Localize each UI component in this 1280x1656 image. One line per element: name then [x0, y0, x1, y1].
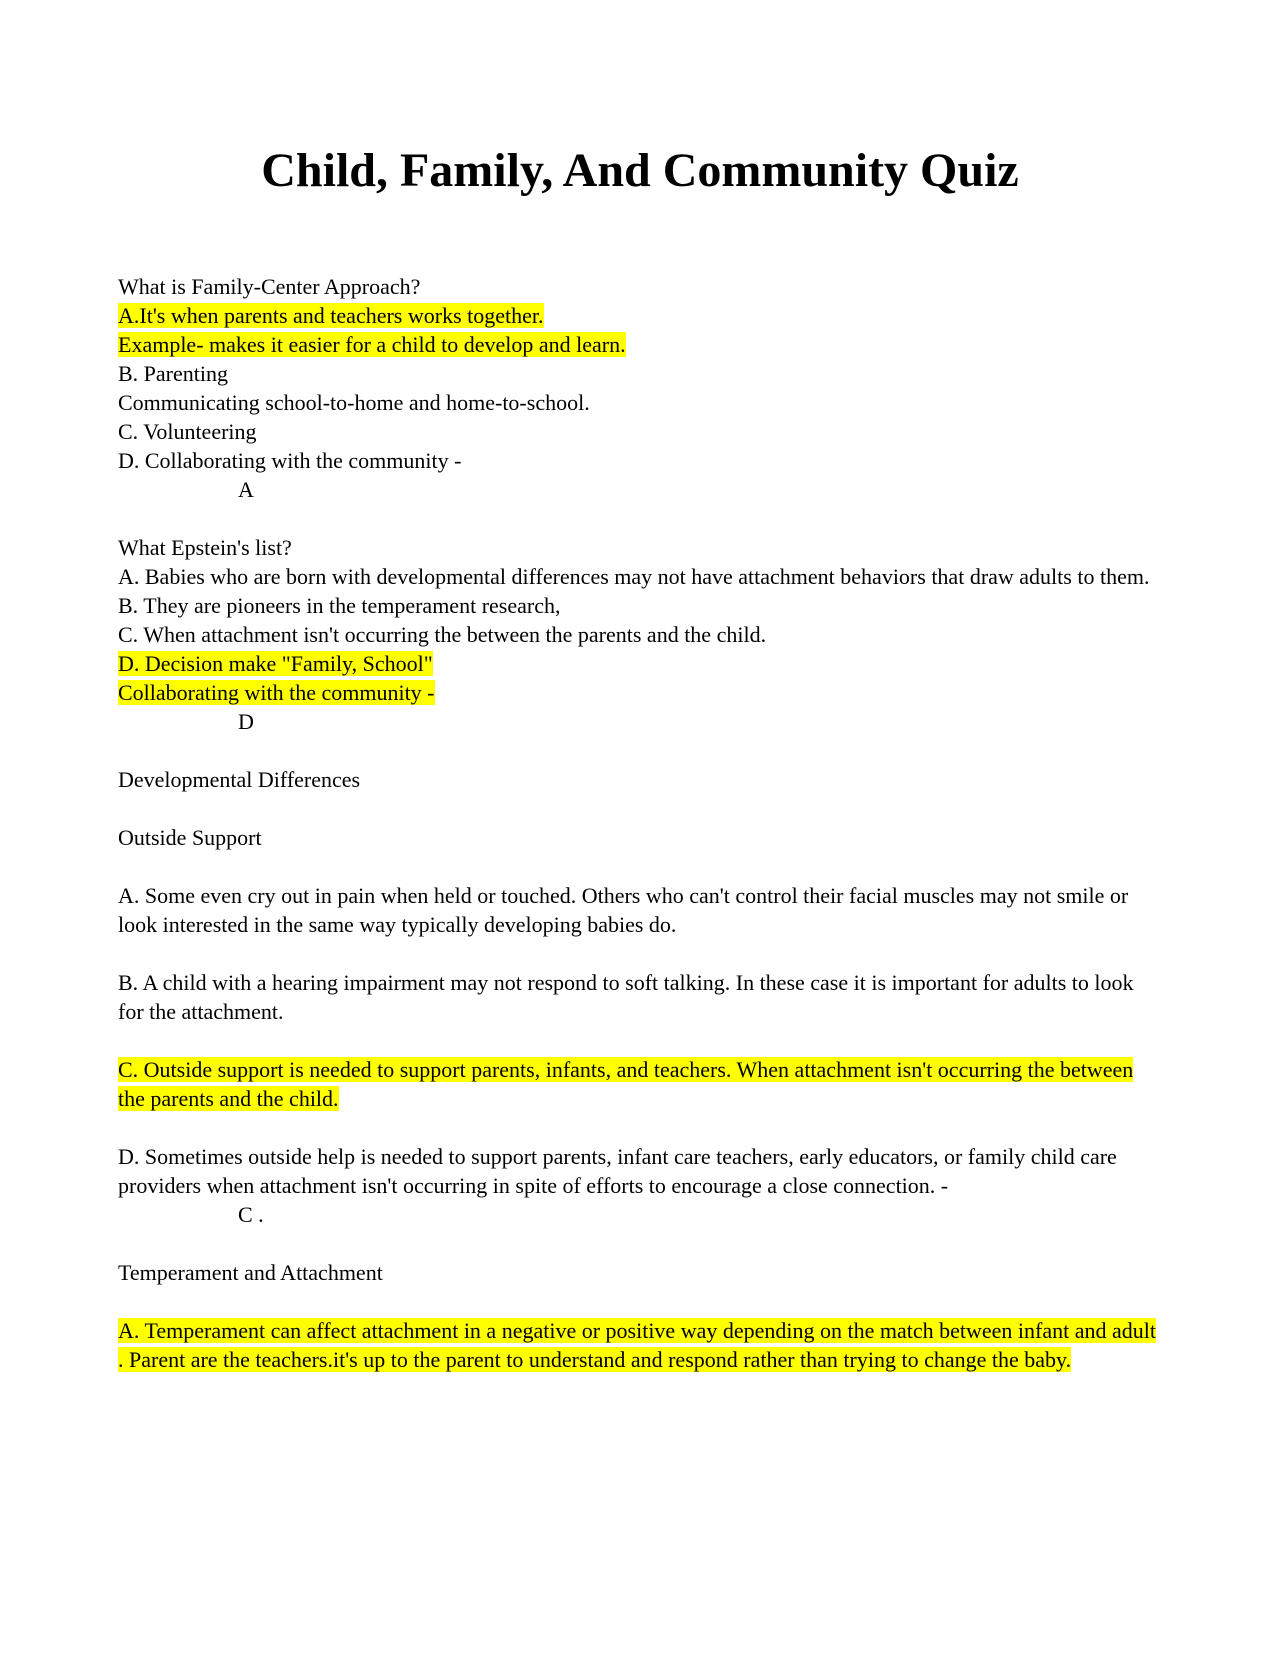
spacer — [118, 504, 1158, 533]
question-2-option-c: C. When attachment isn't occurring the between the parents and the child. — [118, 622, 767, 647]
question-2-option-a: A. Babies who are born with developmental differences may not have attachment behaviors that draw adults to them. — [118, 564, 1150, 589]
question-3-option-b: B. A child with a hearing impairment may not respond to soft talking. In these case it is important for adults to look for the attachment. — [118, 970, 1134, 1024]
question-3-option-a: A. Some even cry out in pain when held or touched. Others who can't control their facial muscles may not smile or look interested in the same way typically developing babies do. — [118, 883, 1129, 937]
question-block-1 — [118, 272, 1158, 504]
question-block-4 — [118, 1258, 1158, 1374]
question-1-option-d: D. Collaborating with the community - — [118, 448, 462, 473]
question-1-option-a-line1: A.It's when parents and teachers works together. — [118, 303, 544, 328]
document-body — [118, 272, 1158, 1374]
question-1-option-a-line2: Example- makes it easier for a child to develop and learn. — [118, 332, 626, 357]
question-block-3 — [118, 765, 1158, 1229]
question-2-option-d-line2: Collaborating with the community - — [118, 680, 435, 705]
question-1-answer: A — [238, 477, 254, 502]
question-4-heading: Temperament and Attachment — [118, 1260, 383, 1285]
spacer — [118, 1287, 1158, 1316]
question-2-text: What Epstein's list? — [118, 535, 292, 560]
question-block-2 — [118, 533, 1158, 736]
question-1-option-b-line2: Communicating school-to-home and home-to-school. — [118, 390, 590, 415]
spacer — [118, 1026, 1158, 1055]
spacer — [118, 1113, 1158, 1142]
question-1-text: What is Family-Center Approach? — [118, 274, 421, 299]
spacer — [118, 736, 1158, 765]
question-1-option-b-line1: B. Parenting — [118, 361, 228, 386]
spacer — [118, 852, 1158, 881]
question-3-answer: C . — [238, 1202, 264, 1227]
question-2-answer: D — [238, 709, 254, 734]
question-3-option-d: D. Sometimes outside help is needed to support parents, infant care teachers, early educators, or family child care providers when attachment isn't occurring in spite of efforts to encourage a close connection. - — [118, 1144, 1117, 1198]
question-1-option-c: C. Volunteering — [118, 419, 257, 444]
spacer — [118, 939, 1158, 968]
spacer — [118, 794, 1158, 823]
document-title: Child, Family, And Community Quiz — [261, 144, 1019, 197]
spacer — [118, 1229, 1158, 1258]
question-2-option-b: B. They are pioneers in the temperament research, — [118, 593, 561, 618]
question-4-option-a: A. Temperament can affect attachment in a negative or positive way depending on the match between infant and adult . Parent are the teachers.it's up to the parent to understand and respond rather than trying to change the baby. — [118, 1318, 1156, 1372]
question-3-heading: Developmental Differences — [118, 767, 361, 792]
question-3-subheading: Outside Support — [118, 825, 262, 850]
question-2-option-d-line1: D. Decision make "Family, School" — [118, 651, 433, 676]
question-3-option-c: C. Outside support is needed to support parents, infants, and teachers. When attachment isn't occurring the between the parents and the child. — [118, 1057, 1134, 1111]
